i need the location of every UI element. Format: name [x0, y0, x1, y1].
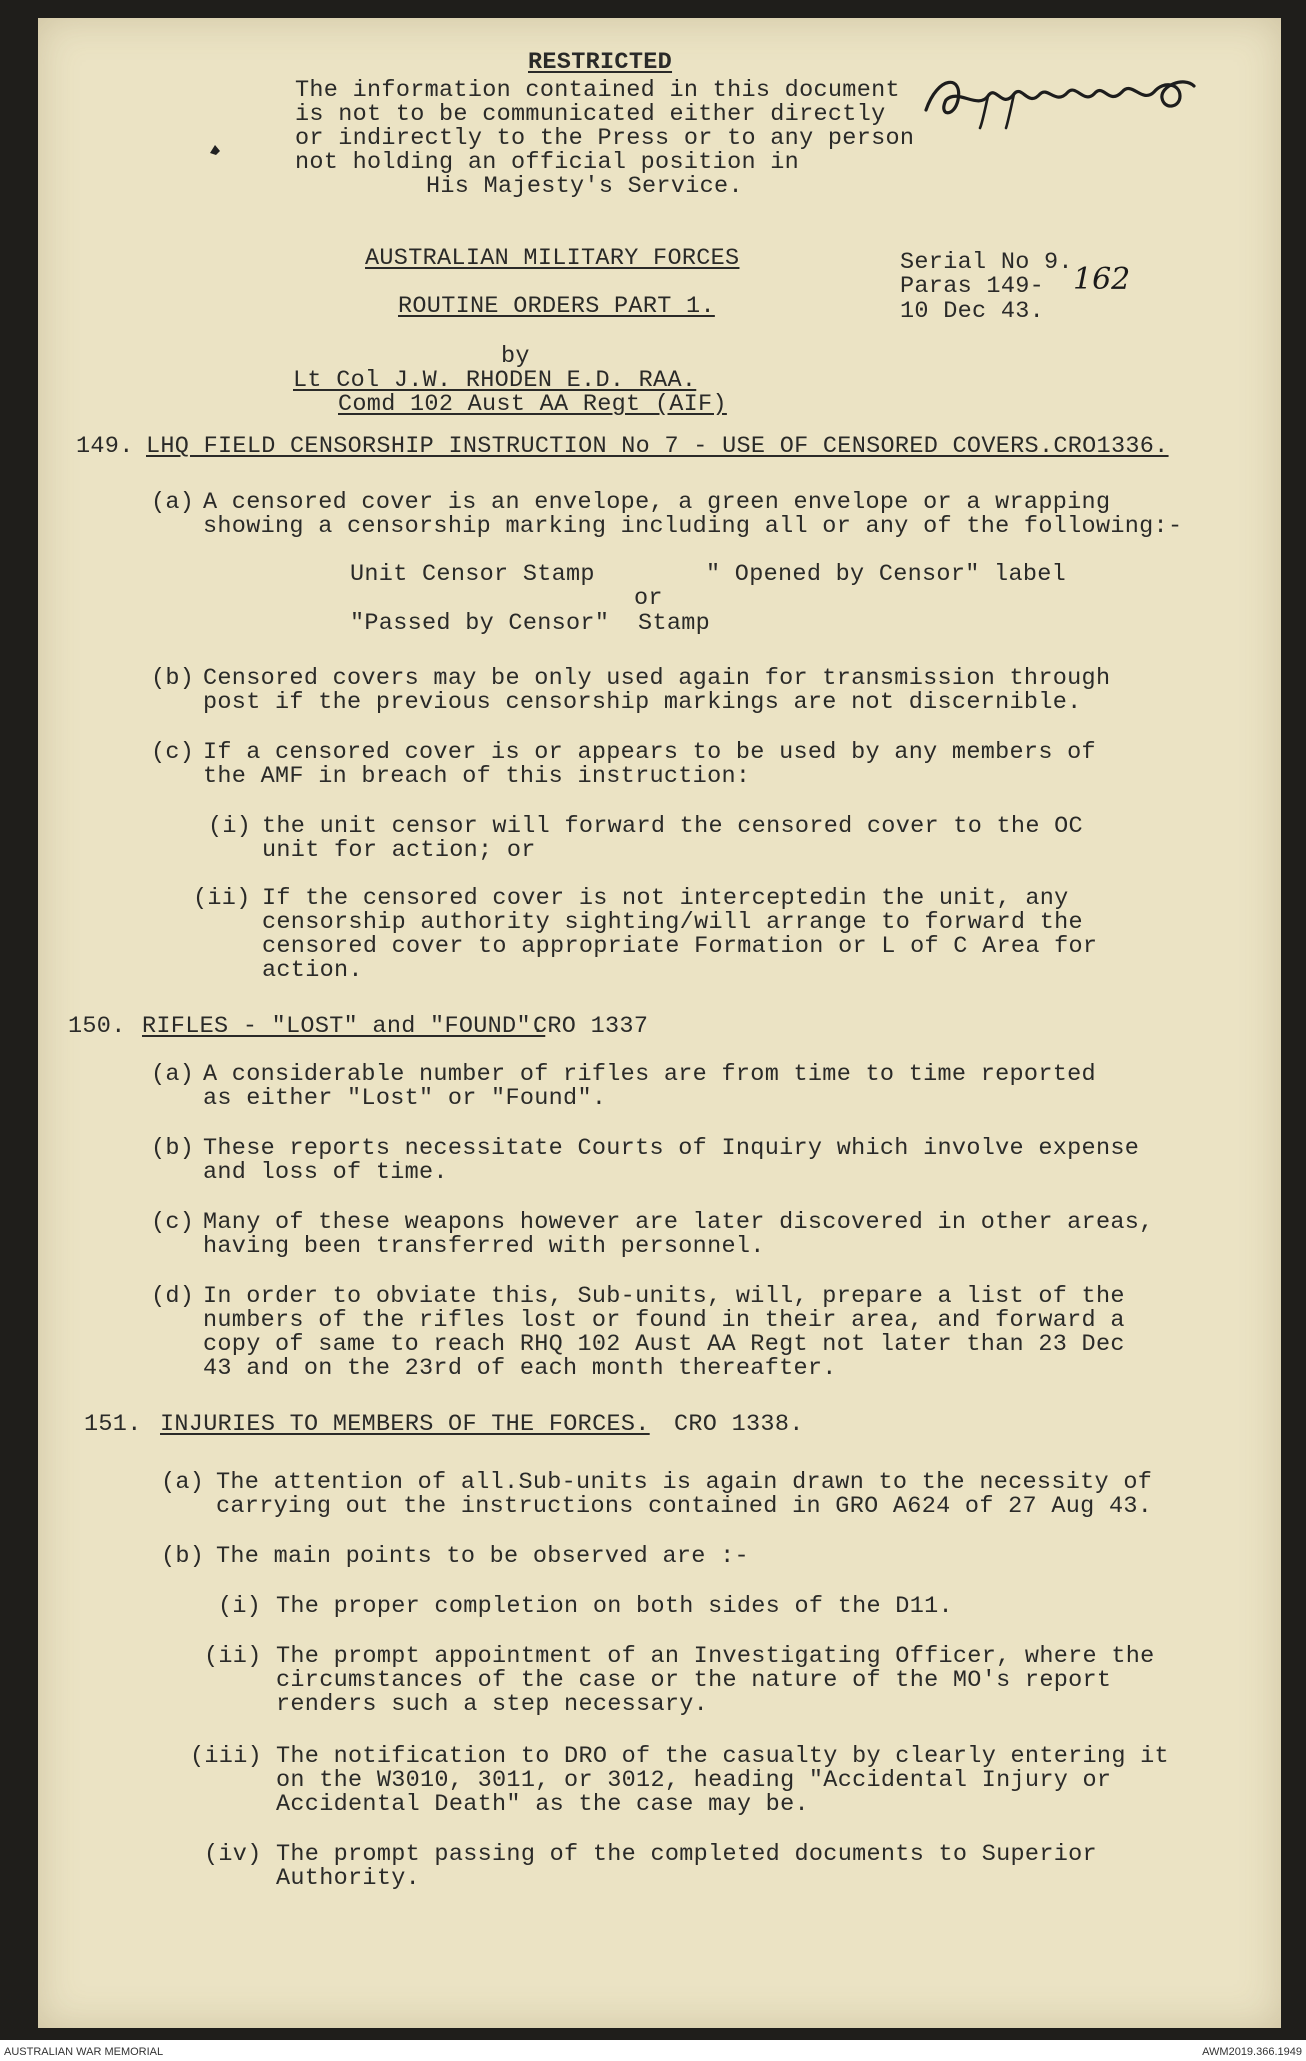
- notice-line: is not to be communicated either directly: [295, 101, 886, 128]
- issuing-officer: Lt Col J.W. RHODEN E.D. RAA.: [293, 367, 697, 394]
- archive-name: AUSTRALIAN WAR MEMORIAL: [4, 2046, 164, 2058]
- subpara-line: action.: [262, 957, 363, 984]
- issuing-unit: Comd 102 Aust AA Regt (AIF): [338, 391, 727, 418]
- subpara-label: (a): [151, 1061, 195, 1088]
- subpara-line: The prompt passing of the completed documents to Superior: [276, 1841, 1097, 1868]
- subpara-label: (a): [161, 1469, 205, 1496]
- subpara-line: showing a censorship marking including all or any of the following:-: [203, 513, 1183, 540]
- subpara-line: the AMF in breach of this instruction:: [203, 763, 751, 790]
- subpara-line: renders such a step necessary.: [276, 1691, 709, 1718]
- subpara-label: (i): [218, 1593, 262, 1620]
- subpara-line: Accidental Death" as the case may be.: [276, 1791, 809, 1818]
- subpara-line: having been transferred with personnel.: [203, 1233, 765, 1260]
- subpara-label: (c): [151, 1209, 195, 1236]
- notice-line: His Majesty's Service.: [426, 173, 743, 200]
- subpara-label: (ii): [204, 1643, 262, 1670]
- document-subtitle: ROUTINE ORDERS PART 1.: [398, 293, 715, 320]
- notice-line: or indirectly to the Press or to any person: [295, 125, 915, 152]
- subpara-line: Censored covers may be only used again for transmission through: [203, 665, 1111, 692]
- subpara-line: post if the previous censorship markings are not discernible.: [203, 689, 1082, 716]
- subpara-line: 43 and on the 23rd of each month thereafter.: [203, 1355, 837, 1382]
- subpara-label: (i): [208, 813, 252, 840]
- ink-mark: [208, 143, 222, 157]
- archive-footer: [0, 2044, 1306, 2061]
- paragraph-title: INJURIES TO MEMBERS OF THE FORCES.: [160, 1411, 650, 1438]
- subpara-line: as either "Lost" or "Found".: [203, 1085, 607, 1112]
- subpara-line: Many of these weapons however are later discovered in other areas,: [203, 1209, 1154, 1236]
- subpara-line: unit for action; or: [262, 837, 536, 864]
- paragraph-number: 149.: [76, 433, 134, 460]
- subpara-line: and loss of time.: [203, 1159, 448, 1186]
- handwritten-appendix-annotation: [918, 70, 1208, 130]
- subpara-line: A considerable number of rifles are from time to time reported: [203, 1061, 1096, 1088]
- classification-heading: RESTRICTED: [528, 49, 673, 76]
- subpara-line: censorship authority sighting/will arrange to forward the: [262, 909, 1083, 936]
- stamp-type: " Opened by Censor" label: [706, 561, 1067, 588]
- subpara-line: the unit censor will forward the censored cover to the OC: [262, 813, 1083, 840]
- paragraph-number: 151.: [84, 1411, 142, 1438]
- subpara-line: carrying out the instructions contained in GRO A624 of 27 Aug 43.: [216, 1493, 1153, 1520]
- subpara-line: The proper completion on both sides of the D11.: [276, 1593, 953, 1620]
- subpara-line: copy of same to reach RHQ 102 Aust AA Regt not later than 23 Dec: [203, 1331, 1125, 1358]
- subpara-label: (b): [151, 665, 195, 692]
- subpara-label: (d): [151, 1283, 195, 1310]
- subpara-line: on the W3010, 3011, or 3012, heading "Accidental Injury or: [276, 1767, 1112, 1794]
- subpara-line: If a censored cover is or appears to be used by any members of: [203, 739, 1096, 766]
- subpara-line: The prompt appointment of an Investigating Officer, where the: [276, 1643, 1155, 1670]
- paragraph-number: 150.: [68, 1013, 126, 1040]
- handwritten-paras-end: 162: [1073, 262, 1131, 297]
- subpara-line: These reports necessitate Courts of Inquiry which involve expense: [203, 1135, 1140, 1162]
- subpara-line: A censored cover is an envelope, a green envelope or a wrapping: [203, 489, 1111, 516]
- subpara-line: numbers of the rifles lost or found in their area, and forward a: [203, 1307, 1125, 1334]
- subpara-line: Authority.: [276, 1865, 421, 1892]
- subpara-line: circumstances of the case or the nature of the MO's report: [276, 1667, 1112, 1694]
- stamp-type: Unit Censor Stamp: [350, 561, 595, 588]
- subpara-line: If the censored cover is not interceptedin the unit, any: [262, 885, 1069, 912]
- cro-reference: CRO 1338.: [674, 1411, 804, 1438]
- subpara-label: (a): [151, 489, 195, 516]
- order-date: 10 Dec 43.: [900, 298, 1045, 325]
- document-page: [38, 18, 1281, 2028]
- subpara-label: (c): [151, 739, 195, 766]
- subpara-line: In order to obviate this, Sub-units, will, prepare a list of the: [203, 1283, 1125, 1310]
- notice-line: The information contained in this document: [295, 77, 900, 104]
- by-line: by: [501, 343, 530, 370]
- paragraph-range: Paras 149-: [900, 273, 1045, 300]
- subpara-label: (b): [151, 1135, 195, 1162]
- archive-accession-number: AWM2019.366.1949: [1202, 2046, 1302, 2058]
- subpara-label: (b): [161, 1543, 205, 1570]
- paragraph-title: LHQ FIELD CENSORSHIP INSTRUCTION No 7 - USE OF CENSORED COVERS.CRO1336.: [146, 433, 1169, 460]
- subpara-line: censored cover to appropriate Formation or L of C Area for: [262, 933, 1098, 960]
- cro-reference: CRO 1337: [533, 1013, 649, 1040]
- document-title: AUSTRALIAN MILITARY FORCES: [365, 245, 740, 272]
- subpara-line: The attention of all.Sub-units is again drawn to the necessity of: [216, 1469, 1153, 1496]
- subpara-label: (iii): [190, 1743, 263, 1770]
- subpara-label: (iv): [204, 1841, 262, 1868]
- notice-line: not holding an official position in: [295, 149, 800, 176]
- or-connector: or: [634, 585, 663, 612]
- subpara-line: The notification to DRO of the casualty by clearly entering it: [276, 1743, 1169, 1770]
- subpara-line: The main points to be observed are :-: [216, 1543, 749, 1570]
- paragraph-title: RIFLES - "LOST" and "FOUND".: [142, 1013, 546, 1040]
- stamp-type: "Passed by Censor" Stamp: [350, 610, 711, 637]
- subpara-label: (ii): [193, 885, 251, 912]
- serial-number: Serial No 9.: [900, 249, 1073, 276]
